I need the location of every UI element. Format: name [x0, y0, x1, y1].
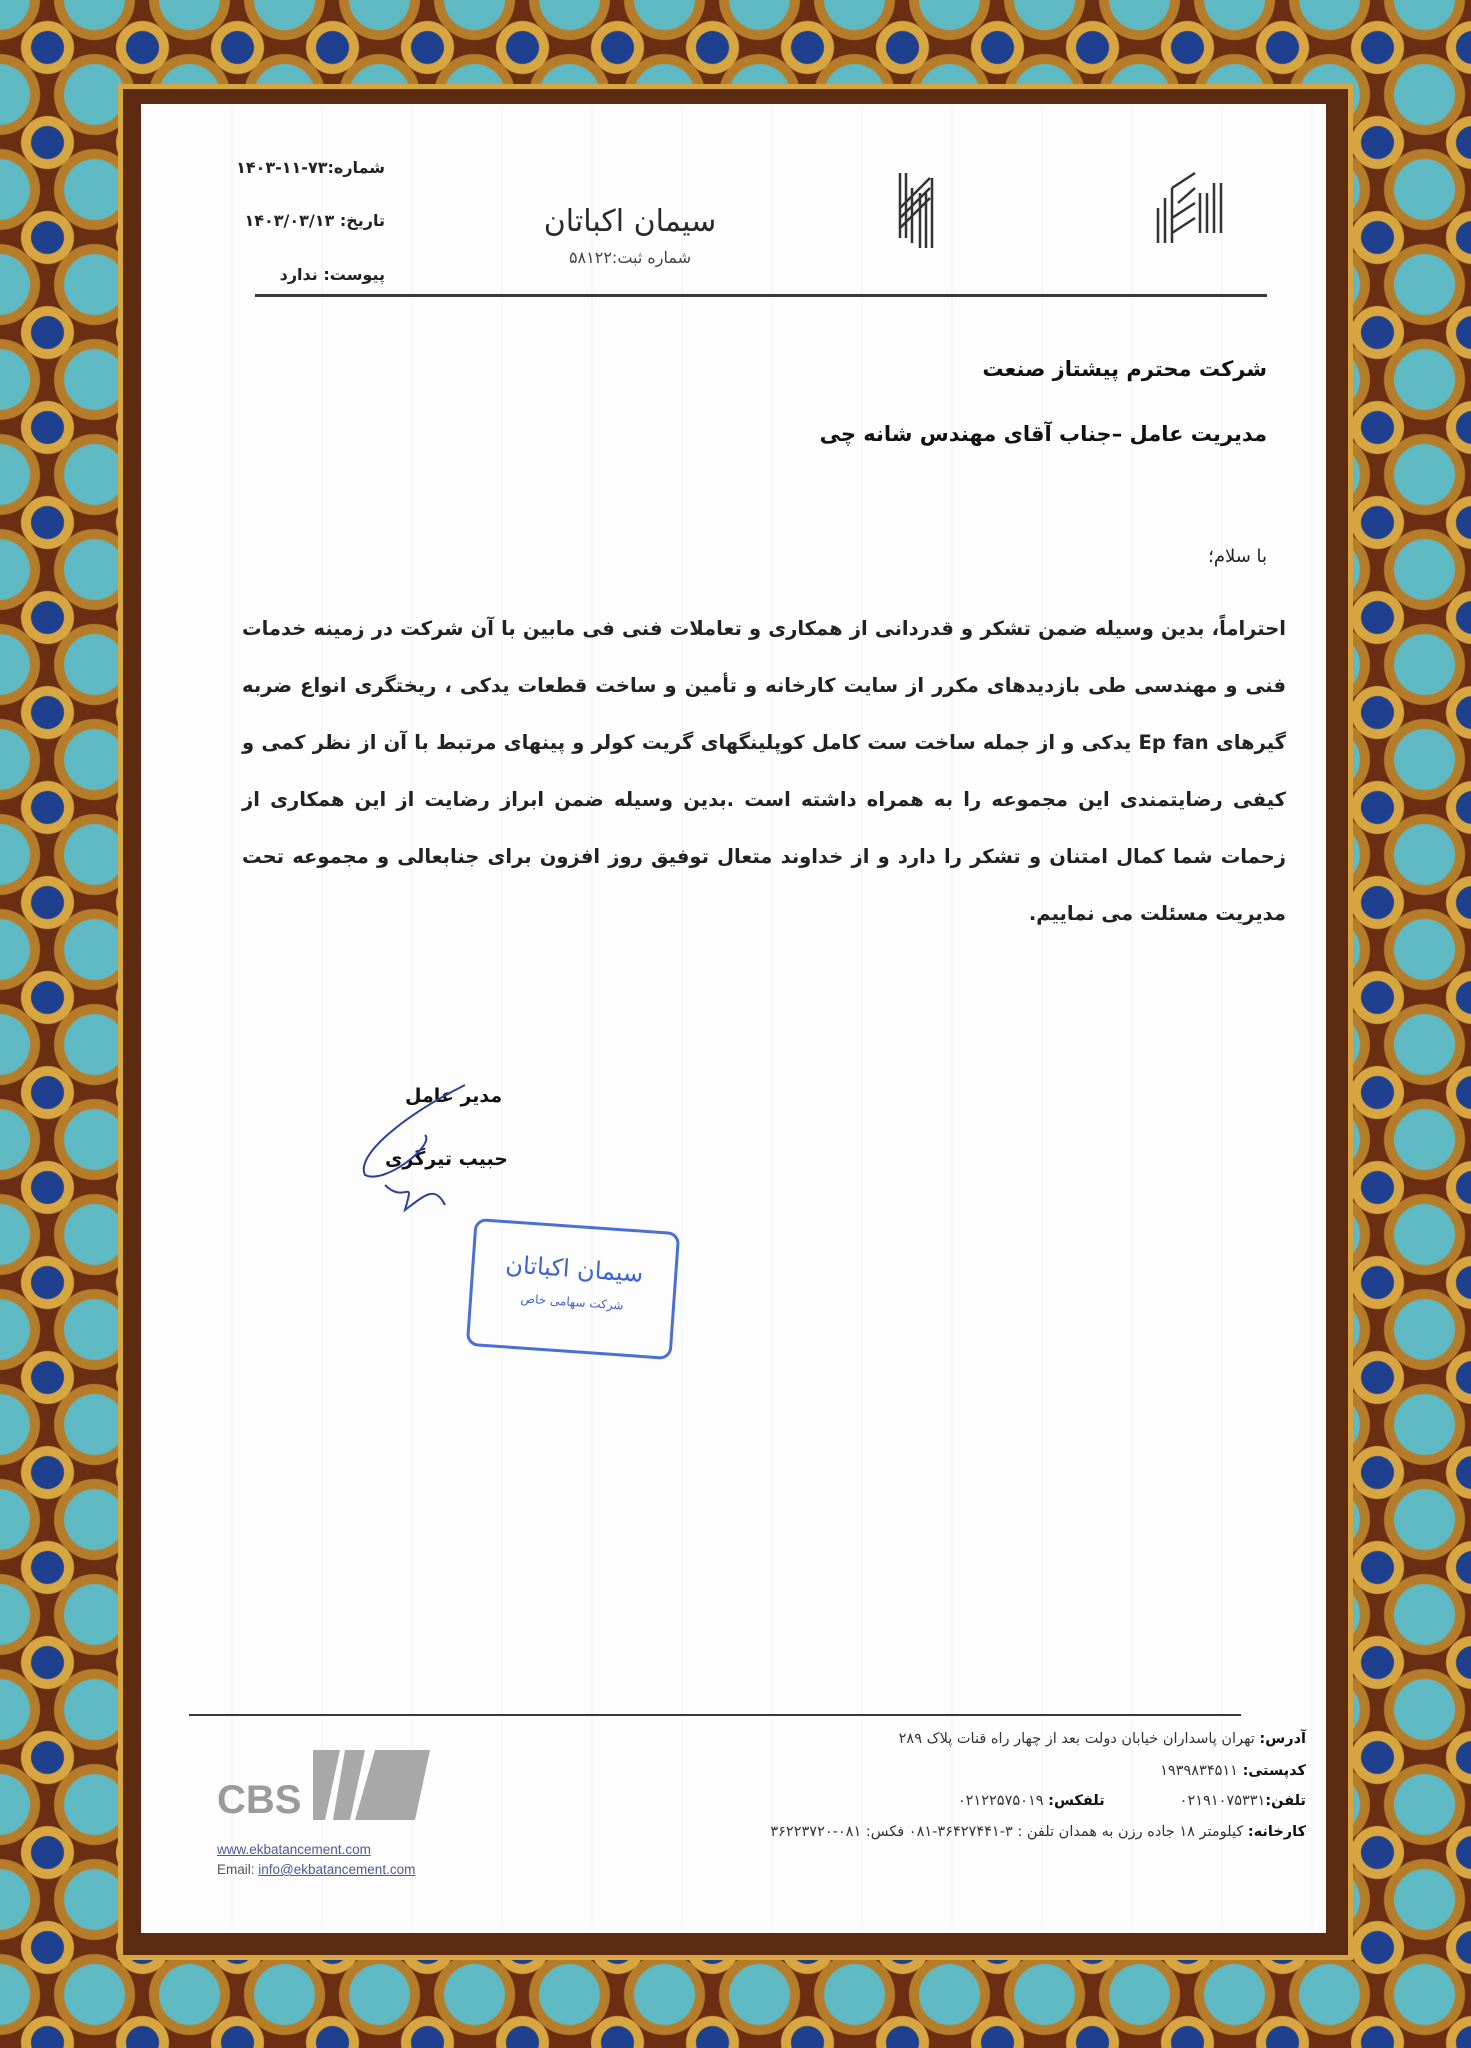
telefax-value: ۰۲۱۲۲۵۷۵۰۱۹	[957, 1793, 1044, 1809]
company-emblem-icon	[1150, 168, 1230, 253]
salutation: با سلام؛	[1208, 546, 1267, 567]
footer-address	[899, 1731, 1306, 1747]
company-emblem-icon	[890, 168, 940, 258]
footer-postal	[1160, 1763, 1306, 1779]
letter-date: تاریخ: ۱۴۰۳/۰۳/۱۳	[244, 211, 385, 230]
website-url[interactable]: www.ekbatancement.com	[217, 1842, 371, 1857]
signature-title: مدیر عامل	[405, 1085, 503, 1107]
factory-label: کارخانه:	[1247, 1824, 1306, 1840]
recipient-person: مدیریت عامل –جناب آقای مهندس شانه چی	[819, 422, 1267, 446]
letter-number: شماره:۷۳-۱۱-۱۴۰۳	[236, 158, 385, 177]
address-label: آدرس:	[1259, 1731, 1306, 1747]
signature-name: حبیب تیرگری	[385, 1148, 508, 1170]
email-link[interactable]: info@ekbatancement.com	[258, 1862, 416, 1877]
letter-body	[242, 600, 1286, 942]
company-stamp	[466, 1218, 680, 1360]
stamp-company-name: سیمان اکباتان	[504, 1250, 645, 1288]
registration-number: شماره ثبت:۵۸۱۲۲	[568, 248, 692, 267]
cbs-logo	[215, 1745, 435, 1825]
phone-label: تلفن:	[1265, 1793, 1306, 1809]
factory-value: کیلومتر ۱۸ جاده رزن به همدان تلفن : ۳-۳۶۴۲۷۴۴۱-۰۸۱ فکس: ۰۸۱-۳۶۲۲۳۷۲۰	[770, 1824, 1244, 1840]
telefax-label: تلفکس:	[1048, 1793, 1105, 1809]
stamp-company-type: شرکت سهامی خاص	[520, 1291, 624, 1313]
company-name-logo: سیمان اکباتان	[543, 204, 717, 239]
postal-value: ۱۹۳۹۸۳۴۵۱۱	[1160, 1763, 1238, 1779]
footer-factory	[770, 1824, 1306, 1840]
website-link[interactable]	[217, 1842, 371, 1857]
phone-value: ۰۲۱۹۱۰۷۵۳۳۱	[1179, 1793, 1266, 1809]
handwritten-signature-icon	[345, 1075, 495, 1215]
email-line	[217, 1862, 415, 1877]
email-label: Email:	[217, 1862, 255, 1877]
header-divider	[255, 294, 1267, 297]
cbs-logo-text: CBS	[217, 1778, 302, 1822]
footer-divider	[189, 1714, 1241, 1716]
recipient-company: شرکت محترم پیشتاز صنعت	[982, 357, 1267, 381]
footer-phone	[958, 1793, 1306, 1809]
body-paragraph: احتراماً، بدین وسیله ضمن تشکر و قدردانی از همکاری و تعاملات فنی فی مابین با آن شرکت در زمینه خدمات فنی و مهندسی طی بازدیدهای مکرر از سایت کارخانه و تأمین و ساخت قطعات یدکی ، ریختگری انواع ضربه گیرهای Ep fan یدکی و از جمله ساخت ست کامل کوپلینگهای گریت کولر و پینهای مرتبط با آن از نظر کمی و کیفی رضایتمندی این مجموعه را به همراه داشته است .بدین وسیله ضمن ابراز رضایت از این همکاری از زحمات شما کمال امتنان و تشکر را دارد و از خداوند متعال توفیق روز افزون برای جنابعالی و مجموعه تحت مدیریت مسئلت می نماییم.	[242, 617, 1287, 925]
postal-label: کدپستی:	[1242, 1763, 1306, 1779]
address-value: تهران پاسداران خیابان دولت بعد از چهار راه قنات پلاک ۲۸۹	[898, 1731, 1255, 1747]
letter-attachment: پیوست: ندارد	[279, 265, 385, 284]
